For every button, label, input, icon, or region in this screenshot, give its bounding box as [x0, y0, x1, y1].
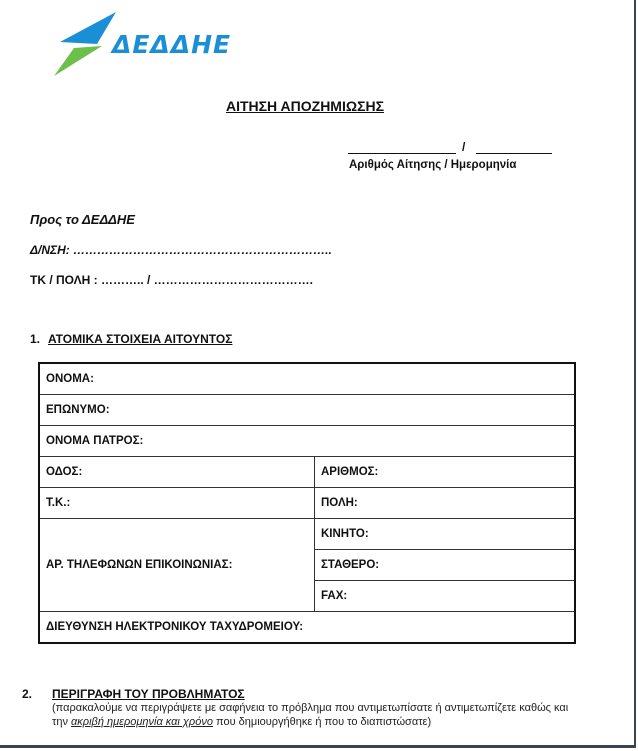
table-row [39, 457, 575, 488]
table-row [39, 612, 575, 644]
application-slash: / [462, 140, 466, 154]
logo-green-bolt [54, 46, 102, 76]
description-text-end: που δημιουργήθηκε ή που το διαπιστώσατε) [212, 715, 432, 728]
table-row [39, 395, 575, 426]
logo-wordmark: ΔΕΔΔΗΕ [112, 30, 232, 59]
name-field[interactable]: ΟΝΟΜΑ: [39, 363, 575, 395]
phones-label: ΑΡ. ΤΗΛΕΦΩΝΩΝ ΕΠΙΚΟΙΝΩΝΙΑΣ: [39, 519, 315, 612]
application-caption: Αριθμός Αίτησης / Ημερομηνία [349, 159, 517, 171]
father-name-field[interactable]: ΟΝΟΜΑ ΠΑΤΡΟΣ: [39, 426, 575, 457]
form-title: ΑΙΤΗΣΗ ΑΠΟΖΗΜΙΩΣΗΣ [225, 98, 384, 114]
city-field[interactable]: ΠΟΛΗ: [315, 488, 576, 519]
application-number-date-lines [348, 140, 558, 160]
postcode-field[interactable]: Τ.Κ.: [39, 488, 315, 519]
table-row [39, 488, 575, 519]
application-date-line[interactable] [476, 153, 552, 154]
personal-details-table [38, 362, 576, 644]
section-2-heading [22, 687, 245, 701]
table-row [39, 426, 575, 457]
logo-blue-bolt [60, 12, 116, 44]
application-number-line[interactable] [348, 153, 456, 154]
email-field[interactable]: ΔΙΕΥΘΥΝΣΗ ΗΛΕΚΤΡΟΝΙΚΟΥ ΤΑΧΥΔΡΟΜΕΙΟΥ: [39, 612, 575, 644]
table-row [39, 363, 575, 395]
surname-field[interactable]: ΕΠΩΝΥΜΟ: [39, 395, 575, 426]
recipient-address-line[interactable]: Δ/ΝΣΗ: ……………………………………………………….. [30, 243, 332, 257]
description-text-start: (παρακαλούμε να περιγράψετε με σαφήνεια το πρόβλημα που αντιμετωπίσατε ή αντιμετωπίζετε καθώς και την [52, 702, 569, 728]
street-field[interactable]: ΟΔΟΣ: [39, 457, 315, 488]
section-2-title: ΠΕΡΙΓΡΑΦΗ ΤΟΥ ΠΡΟΒΛΗΜΑΤΟΣ [52, 687, 245, 701]
mobile-field[interactable]: ΚΙΝΗΤΟ: [315, 519, 576, 550]
section-1-number: 1. [30, 332, 41, 346]
problem-description-instructions [52, 702, 572, 729]
description-emphasis: ακριβή ημερομηνία και χρόνο [71, 715, 213, 728]
table-row [39, 519, 575, 550]
section-1-title: ΑΤΟΜΙΚΑ ΣΤΟΙΧΕΙΑ ΑΙΤΟΥΝΤΟΣ [48, 332, 233, 346]
section-2-number: 2. [22, 687, 33, 701]
landline-field[interactable]: ΣΤΑΘΕΡΟ: [315, 550, 576, 581]
recipient-postcode-city-line[interactable]: ΤΚ / ΠΟΛΗ : ……….. / …………………………………. [30, 273, 314, 287]
recipient-heading: Προς το ΔΕΔΔΗΕ [30, 212, 135, 227]
section-1-heading [30, 332, 232, 346]
street-number-field[interactable]: ΑΡΙΘΜΟΣ: [315, 457, 576, 488]
fax-field[interactable]: FAX: [315, 581, 576, 612]
